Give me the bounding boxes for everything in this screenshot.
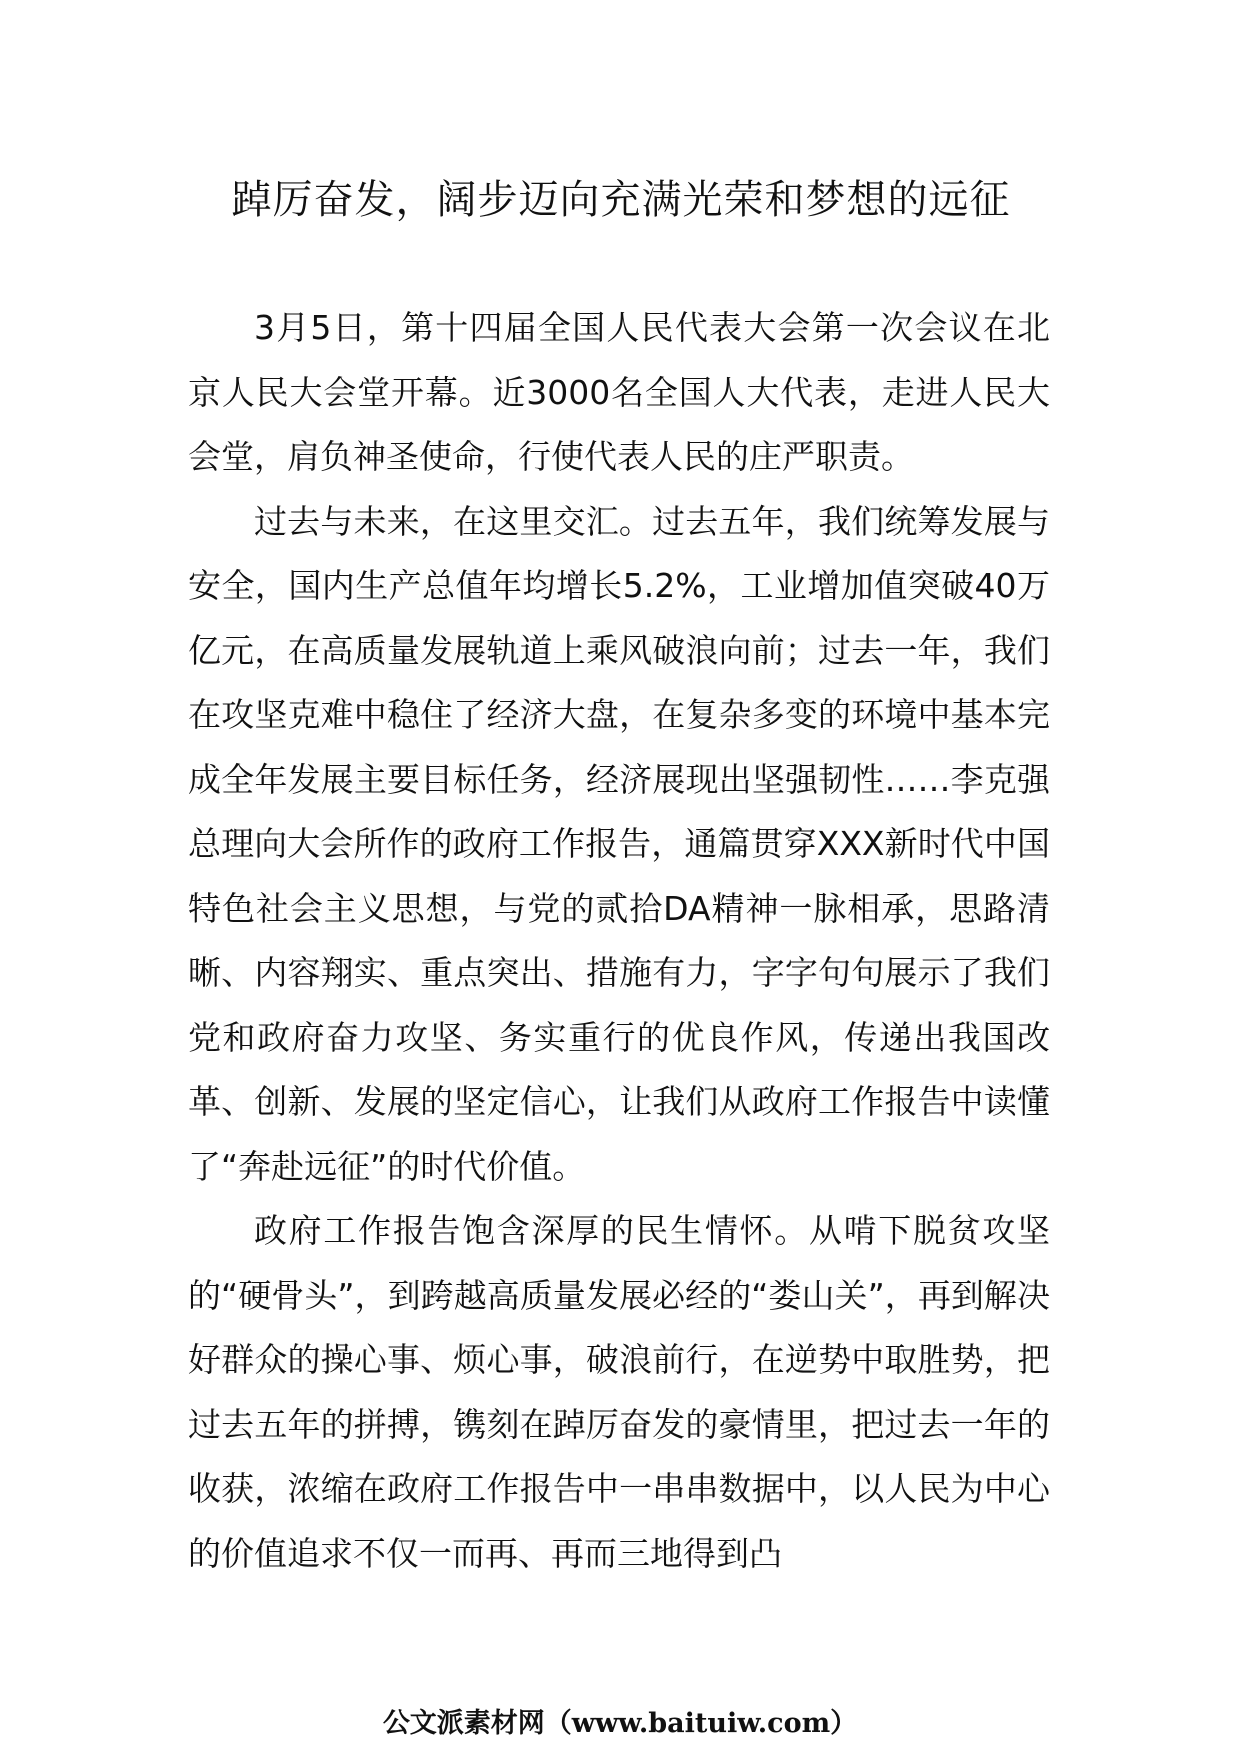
paragraph-1: 3月5日，第十四届全国人民代表大会第一次会议在北京人民大会堂开幕。近3000名全国人大代表，走进人民大会堂，肩负神圣使命，行使代表人民的庄严职责。 bbox=[188, 308, 1050, 476]
document-title: 踔厉奋发，阔步迈向充满光荣和梦想的远征 bbox=[231, 177, 1011, 223]
paragraph-2: 过去与未来，在这里交汇。过去五年，我们统筹发展与安全，国内生产总值年均增长5.2%，工业增加值突破40万亿元，在高质量发展轨道上乘风破浪向前；过去一年，我们在攻坚克难中稳住了经济大盘，在复杂多变的环境中基本完成全年发展主要目标任务，经济展现出坚强韧性……李克强总理向大会所作的政府工作报告，通篇贯穿XXX新时代中国特色社会主义思想，与党的贰拾DA精神一脉相承，思路清晰、内容翔实、重点突出、措施有力，字字句句展示了我们党和政府奋力攻坚、务实重行的优良作风，传递出我国改革、创新、发展的坚定信心，让我们从政府工作报告中读懂了“奔赴远征”的时代价值。 bbox=[188, 501, 1050, 1186]
document-body bbox=[188, 296, 1050, 1586]
paragraph-3: 政府工作报告饱含深厚的民生情怀。从啃下脱贫攻坚的“硬骨头”，到跨越高质量发展必经的“娄山关”，再到解决好群众的操心事、烦心事，破浪前行，在逆势中取胜势，把过去五年的拼搏，镌刻在踔厉奋发的豪情里，把过去一年的收获，浓缩在政府工作报告中一串串数据中，以人民为中心的价值追求不仅一而再、再而三地得到凸 bbox=[188, 1211, 1050, 1573]
footer-watermark: 公文派素材网（www.baituiw.com） bbox=[382, 1708, 858, 1739]
